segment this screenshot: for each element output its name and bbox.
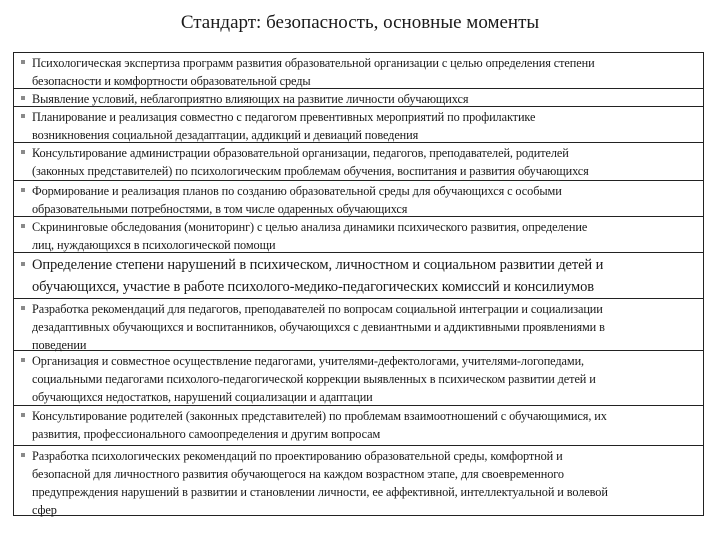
bullet-icon (21, 188, 25, 192)
list-item-text: Организация и совместное осуществление педагогами, учителями-дефектологами, учителями-логопедами, (32, 354, 585, 368)
list-item-text: Консультирование родителей (законных представителей) по проблемам взаимоотношений с обучающимися, их (32, 409, 607, 423)
list-item-text: Выявление условий, неблагоприятно влияющих на развитие личности обучающихся (32, 92, 469, 106)
list-item (14, 217, 703, 253)
bullet-icon (21, 224, 25, 228)
list-item-text: Определение степени нарушений в психическом, личностном и социальном развитии детей и (32, 257, 604, 273)
bullet-icon (21, 413, 25, 417)
list-item (14, 299, 703, 351)
list-item-text: развития, профессионального самоопределения и другим вопросам (32, 427, 381, 441)
bullet-icon (21, 60, 25, 64)
list-item (14, 107, 703, 143)
bullet-icon (21, 453, 25, 457)
list-item (14, 89, 703, 107)
list-item (14, 406, 703, 446)
list-item (14, 446, 703, 516)
list-item-text: возникновения социальной дезадаптации, аддикций и девиаций поведения (32, 128, 419, 142)
list-item-text: обучающихся недостатков, нарушений социализации и адаптации (32, 390, 373, 404)
list-item (14, 53, 703, 89)
list-item-text: лиц, нуждающихся в психологической помощи (32, 238, 276, 252)
list-item-text: Формирование и реализация планов по созданию образовательной среды для обучающихся с особыми (32, 184, 562, 198)
list-item (14, 253, 703, 299)
list-item-text: Психологическая экспертиза программ развития образовательной организации с целью определения степени (32, 56, 595, 70)
list-item-text: Консультирование администрации образовательной организации, педагогов, преподавателей, родителей (32, 146, 569, 160)
list-item-text: образовательными потребностями, в том числе одаренных обучающихся (32, 202, 408, 216)
list-item-text: безопасности и комфортности образовательной среды (32, 74, 311, 88)
list-item-text: (законных представителей) по психологическим проблемам обучения, воспитания и развития обучающихся (32, 164, 589, 178)
bullet-icon (21, 150, 25, 154)
bullet-icon (21, 96, 25, 100)
list-item-text: обучающихся, участие в работе психолого-медико-педагогических комиссий и консилиумов (32, 279, 594, 295)
bullet-icon (21, 358, 25, 362)
list-item-text: предупреждения нарушений в развитии и становлении личности, ее аффективной, интеллектуальной и волевой (32, 485, 608, 499)
bullet-icon (21, 306, 25, 310)
slide-title: Стандарт: безопасность, основные моменты (180, 12, 540, 33)
list-item-text: Скрининговые обследования (мониторинг) с целью анализа динамики психического развития, определение (32, 220, 588, 234)
bullet-icon (21, 114, 25, 118)
list-item (14, 181, 703, 217)
list-item-text: дезадаптивных обучающихся и воспитанников, обучающихся с девиантными и аддиктивными проявлениями в (32, 320, 605, 334)
list-item-text: социальными педагогами психолого-педагогической коррекции выявленных в психическом развитии детей и (32, 372, 596, 386)
list-item-text: поведении (32, 338, 87, 352)
list-item-text: безопасной для личностного развития обучающегося на каждом возрастном этапе, для своевременного (32, 467, 564, 481)
list-item-text: Разработка психологических рекомендаций по проектированию образовательной среды, комфортной и (32, 449, 563, 463)
bullet-icon (21, 262, 25, 266)
list-item-text: Планирование и реализация совместно с педагогом превентивных мероприятий по профилактике (32, 110, 536, 124)
list-item-text: Разработка рекомендаций для педагогов, преподавателей по вопросам социальной интеграции и социализации (32, 302, 603, 316)
list-item (14, 143, 703, 181)
list-item (14, 351, 703, 406)
list-item-text: сфер (32, 503, 57, 517)
standards-list (13, 52, 704, 516)
